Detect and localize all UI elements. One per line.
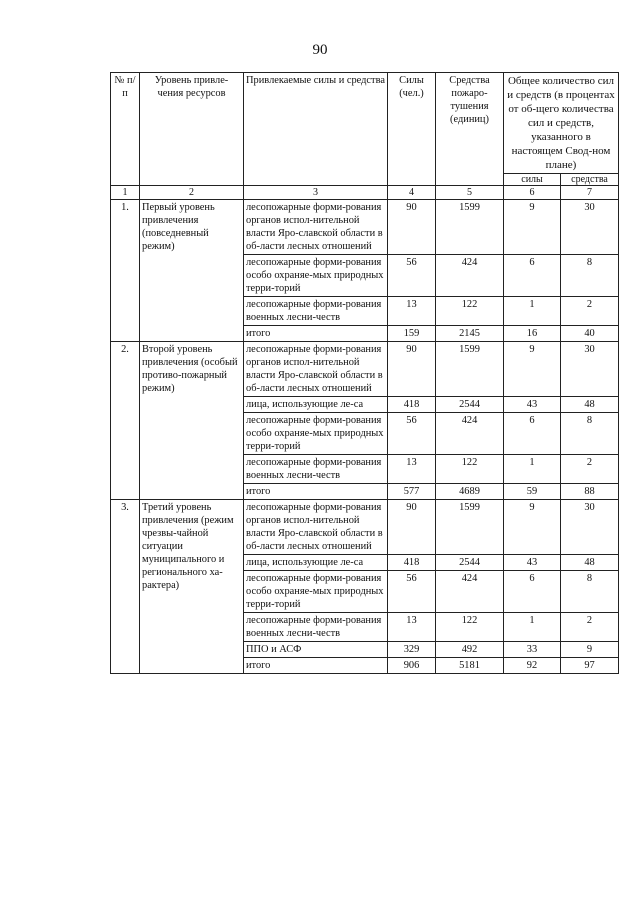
means-cell: 1599 bbox=[436, 200, 504, 255]
header-forces-people: Силы (чел.) bbox=[388, 73, 436, 186]
forces-cell: 329 bbox=[388, 642, 436, 658]
column-number: 1 bbox=[111, 186, 140, 200]
group-level: Второй уровень привлечения (особый противо-пожарный режим) bbox=[140, 342, 244, 500]
table-row bbox=[111, 342, 619, 397]
resource-cell: лесопожарные форми-рования органов испол-нительной власти Яро-славской области в об-ласти лесных отношений bbox=[244, 200, 388, 255]
header-share-forces: силы bbox=[504, 174, 561, 186]
pct-forces-cell: 59 bbox=[504, 484, 561, 500]
means-cell: 492 bbox=[436, 642, 504, 658]
pct-means-cell: 8 bbox=[561, 571, 619, 613]
column-number: 4 bbox=[388, 186, 436, 200]
pct-forces-cell: 9 bbox=[504, 200, 561, 255]
pct-means-cell: 30 bbox=[561, 200, 619, 255]
pct-means-cell: 2 bbox=[561, 297, 619, 326]
table-row bbox=[111, 200, 619, 255]
header-row bbox=[111, 73, 619, 174]
pct-means-cell: 9 bbox=[561, 642, 619, 658]
pct-means-cell: 40 bbox=[561, 326, 619, 342]
resource-cell: лесопожарные форми-рования военных лесни-честв bbox=[244, 455, 388, 484]
pct-forces-cell: 43 bbox=[504, 397, 561, 413]
column-number: 6 bbox=[504, 186, 561, 200]
resource-cell: лесопожарные форми-рования военных лесни-честв bbox=[244, 613, 388, 642]
means-cell: 424 bbox=[436, 255, 504, 297]
column-number: 3 bbox=[244, 186, 388, 200]
resource-cell: лица, использующие ле-са bbox=[244, 397, 388, 413]
pct-means-cell: 48 bbox=[561, 397, 619, 413]
forces-cell: 418 bbox=[388, 397, 436, 413]
resource-cell: лесопожарные форми-рования особо охраняе-мых природных терри-торий bbox=[244, 571, 388, 613]
page-number: 90 bbox=[312, 42, 328, 58]
column-number: 2 bbox=[140, 186, 244, 200]
means-cell: 5181 bbox=[436, 658, 504, 674]
resource-cell: лесопожарные форми-рования особо охраняе-мых природных терри-торий bbox=[244, 413, 388, 455]
pct-means-cell: 8 bbox=[561, 255, 619, 297]
pct-forces-cell: 6 bbox=[504, 255, 561, 297]
pct-forces-cell: 1 bbox=[504, 297, 561, 326]
resource-cell: итого bbox=[244, 326, 388, 342]
resource-cell: лесопожарные форми-рования военных лесни-честв bbox=[244, 297, 388, 326]
group-number: 2. bbox=[111, 342, 140, 500]
means-cell: 2145 bbox=[436, 326, 504, 342]
pct-forces-cell: 1 bbox=[504, 613, 561, 642]
column-number-row bbox=[111, 186, 619, 200]
column-number: 5 bbox=[436, 186, 504, 200]
resource-cell: итого bbox=[244, 658, 388, 674]
forces-cell: 418 bbox=[388, 555, 436, 571]
forces-cell: 90 bbox=[388, 342, 436, 397]
resource-cell: лесопожарные форми-рования органов испол-нительной власти Яро-славской области в об-ласти лесных отношений bbox=[244, 500, 388, 555]
resource-cell: лесопожарные форми-рования особо охраняе-мых природных терри-торий bbox=[244, 255, 388, 297]
pct-forces-cell: 9 bbox=[504, 500, 561, 555]
pct-means-cell: 30 bbox=[561, 342, 619, 397]
resource-cell: лесопожарные форми-рования органов испол-нительной власти Яро-славской области в об-ласти лесных отношений bbox=[244, 342, 388, 397]
pct-forces-cell: 33 bbox=[504, 642, 561, 658]
header-means-units: Средства пожаро-тушения (единиц) bbox=[436, 73, 504, 186]
means-cell: 424 bbox=[436, 571, 504, 613]
table-row bbox=[111, 500, 619, 555]
pct-forces-cell: 92 bbox=[504, 658, 561, 674]
resource-cell: ППО и АСФ bbox=[244, 642, 388, 658]
header-level: Уровень привле-чения ресурсов bbox=[140, 73, 244, 186]
means-cell: 4689 bbox=[436, 484, 504, 500]
forces-cell: 90 bbox=[388, 500, 436, 555]
pct-forces-cell: 6 bbox=[504, 413, 561, 455]
means-cell: 122 bbox=[436, 455, 504, 484]
header-forces-means: Привлекаемые силы и средства bbox=[244, 73, 388, 186]
means-cell: 122 bbox=[436, 297, 504, 326]
means-cell: 1599 bbox=[436, 342, 504, 397]
group-level: Третий уровень привлечения (режим чрезвы-чайной ситуации муниципального и регионального ха-рактера) bbox=[140, 500, 244, 674]
forces-cell: 906 bbox=[388, 658, 436, 674]
pct-forces-cell: 43 bbox=[504, 555, 561, 571]
pct-forces-cell: 9 bbox=[504, 342, 561, 397]
means-cell: 1599 bbox=[436, 500, 504, 555]
forces-cell: 13 bbox=[388, 455, 436, 484]
forces-cell: 13 bbox=[388, 613, 436, 642]
pct-means-cell: 30 bbox=[561, 500, 619, 555]
header-total-share: Общее количество сил и средств (в процентах от об-щего количества сил и средств, указанного в настоящем Свод-ном плане) bbox=[504, 73, 619, 174]
forces-cell: 90 bbox=[388, 200, 436, 255]
means-cell: 424 bbox=[436, 413, 504, 455]
group-number: 3. bbox=[111, 500, 140, 674]
pct-forces-cell: 6 bbox=[504, 571, 561, 613]
means-cell: 122 bbox=[436, 613, 504, 642]
pct-means-cell: 97 bbox=[561, 658, 619, 674]
forces-cell: 13 bbox=[388, 297, 436, 326]
pct-forces-cell: 1 bbox=[504, 455, 561, 484]
forces-cell: 56 bbox=[388, 413, 436, 455]
forces-cell: 577 bbox=[388, 484, 436, 500]
group-number: 1. bbox=[111, 200, 140, 342]
pct-means-cell: 48 bbox=[561, 555, 619, 571]
means-cell: 2544 bbox=[436, 397, 504, 413]
resource-cell: итого bbox=[244, 484, 388, 500]
group-level: Первый уровень привлечения (повседневный режим) bbox=[140, 200, 244, 342]
pct-means-cell: 88 bbox=[561, 484, 619, 500]
means-cell: 2544 bbox=[436, 555, 504, 571]
pct-means-cell: 8 bbox=[561, 413, 619, 455]
pct-forces-cell: 16 bbox=[504, 326, 561, 342]
forces-cell: 56 bbox=[388, 255, 436, 297]
header-share-means: средства bbox=[561, 174, 619, 186]
forces-cell: 56 bbox=[388, 571, 436, 613]
pct-means-cell: 2 bbox=[561, 455, 619, 484]
forces-table bbox=[110, 72, 619, 674]
header-num: № п/п bbox=[111, 73, 140, 186]
resource-cell: лица, использующие ле-са bbox=[244, 555, 388, 571]
column-number: 7 bbox=[561, 186, 619, 200]
pct-means-cell: 2 bbox=[561, 613, 619, 642]
forces-cell: 159 bbox=[388, 326, 436, 342]
